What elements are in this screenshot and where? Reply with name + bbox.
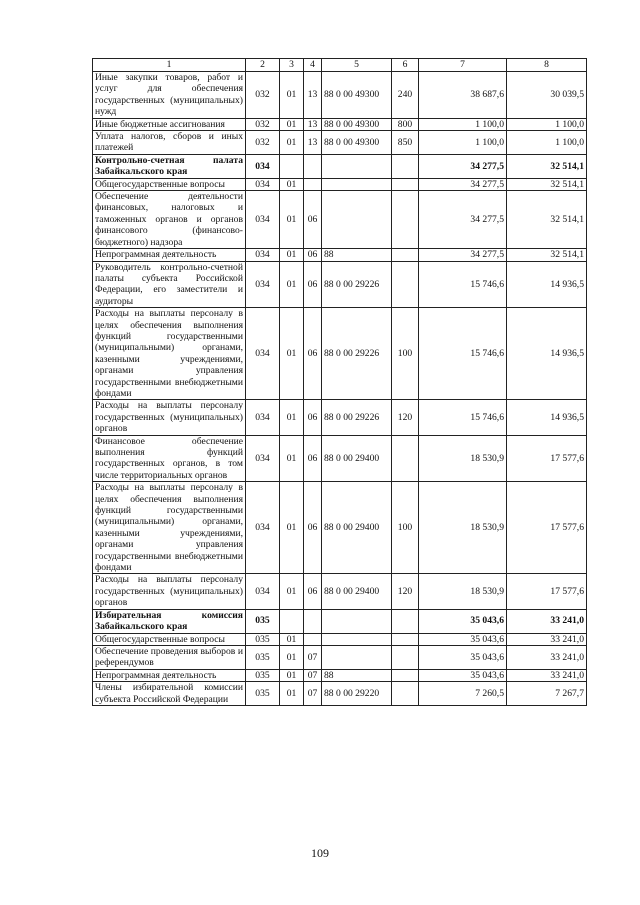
- subsection-code-cell: 07: [304, 669, 322, 681]
- amount-cell-1: 1 100,0: [419, 118, 507, 130]
- expense-type-cell: [392, 633, 419, 645]
- target-article-cell: 88 0 00 29400: [322, 482, 392, 574]
- expense-type-cell: 240: [392, 72, 419, 119]
- target-article-cell: [322, 154, 392, 178]
- ved-code-cell: 034: [246, 400, 280, 435]
- row-name-cell: Обеспечение деятельности финансовых, налоговых и таможенных органов и органов финансового (финансово-бюджетного) надзора: [93, 191, 246, 249]
- expense-type-cell: [392, 154, 419, 178]
- amount-cell-2: 32 514,1: [507, 178, 587, 190]
- ved-code-cell: 034: [246, 308, 280, 400]
- amount-cell-1: 34 277,5: [419, 154, 507, 178]
- target-article-cell: 88 0 00 29220: [322, 682, 392, 706]
- amount-cell-2: 7 267,7: [507, 682, 587, 706]
- ved-code-cell: 034: [246, 261, 280, 308]
- amount-cell-1: 18 530,9: [419, 574, 507, 609]
- amount-cell-1: 35 043,6: [419, 609, 507, 633]
- table-row: [93, 574, 587, 609]
- ved-code-cell: 034: [246, 154, 280, 178]
- amount-cell-2: 17 577,6: [507, 574, 587, 609]
- amount-cell-1: 35 043,6: [419, 645, 507, 669]
- amount-cell-1: 18 530,9: [419, 482, 507, 574]
- table-row: [93, 178, 587, 190]
- col-header: 5: [322, 59, 392, 72]
- subsection-code-cell: 06: [304, 574, 322, 609]
- budget-table: [92, 58, 587, 706]
- target-article-cell: 88 0 00 49300: [322, 131, 392, 155]
- target-article-cell: [322, 645, 392, 669]
- col-header: 6: [392, 59, 419, 72]
- target-article-cell: 88 0 00 29400: [322, 574, 392, 609]
- subsection-code-cell: 06: [304, 400, 322, 435]
- col-header: 3: [280, 59, 304, 72]
- amount-cell-2: 14 936,5: [507, 261, 587, 308]
- row-name-cell: Общегосударственные вопросы: [93, 633, 246, 645]
- section-code-cell: [280, 609, 304, 633]
- section-code-cell: 01: [280, 131, 304, 155]
- subsection-code-cell: [304, 609, 322, 633]
- target-article-cell: 88 0 00 29400: [322, 435, 392, 482]
- expense-type-cell: 100: [392, 482, 419, 574]
- table-row: [93, 609, 587, 633]
- target-article-cell: [322, 178, 392, 190]
- target-article-cell: 88 0 00 49300: [322, 118, 392, 130]
- section-code-cell: 01: [280, 72, 304, 119]
- row-name-cell: Руководитель контрольно-счетной палаты субъекта Российской Федерации, его заместители и аудиторы: [93, 261, 246, 308]
- amount-cell-2: 33 241,0: [507, 645, 587, 669]
- target-article-cell: 88: [322, 669, 392, 681]
- amount-cell-2: 17 577,6: [507, 482, 587, 574]
- col-header: 2: [246, 59, 280, 72]
- ved-code-cell: 032: [246, 131, 280, 155]
- target-article-cell: 88: [322, 249, 392, 261]
- target-article-cell: 88 0 00 29226: [322, 261, 392, 308]
- section-code-cell: 01: [280, 482, 304, 574]
- row-name-cell: Члены избирательной комиссии субъекта Российской Федерации: [93, 682, 246, 706]
- table-row: [93, 633, 587, 645]
- ved-code-cell: 034: [246, 574, 280, 609]
- subsection-code-cell: 06: [304, 191, 322, 249]
- amount-cell-1: 35 043,6: [419, 633, 507, 645]
- amount-cell-2: 32 514,1: [507, 154, 587, 178]
- subsection-code-cell: 06: [304, 435, 322, 482]
- table-row: [93, 261, 587, 308]
- target-article-cell: 88 0 00 29226: [322, 400, 392, 435]
- subsection-code-cell: 06: [304, 482, 322, 574]
- subsection-code-cell: 13: [304, 131, 322, 155]
- amount-cell-2: 14 936,5: [507, 400, 587, 435]
- target-article-cell: [322, 633, 392, 645]
- target-article-cell: [322, 609, 392, 633]
- table-row: [93, 72, 587, 119]
- amount-cell-1: 35 043,6: [419, 669, 507, 681]
- table-row: [93, 482, 587, 574]
- section-code-cell: 01: [280, 178, 304, 190]
- amount-cell-2: 33 241,0: [507, 633, 587, 645]
- col-header: 1: [93, 59, 246, 72]
- table-row: [93, 669, 587, 681]
- target-article-cell: 88 0 00 49300: [322, 72, 392, 119]
- row-name-cell: Непрограммная деятельность: [93, 249, 246, 261]
- table-row: [93, 435, 587, 482]
- page-number: 109: [311, 846, 329, 860]
- col-header: 7: [419, 59, 507, 72]
- section-code-cell: 01: [280, 633, 304, 645]
- table-row: [93, 131, 587, 155]
- amount-cell-2: 30 039,5: [507, 72, 587, 119]
- expense-type-cell: [392, 249, 419, 261]
- ved-code-cell: 034: [246, 249, 280, 261]
- amount-cell-1: 15 746,6: [419, 400, 507, 435]
- table-row: [93, 645, 587, 669]
- section-code-cell: 01: [280, 645, 304, 669]
- section-code-cell: 01: [280, 400, 304, 435]
- table-row: [93, 191, 587, 249]
- section-code-cell: 01: [280, 191, 304, 249]
- row-name-cell: Контрольно-счетная палата Забайкальского края: [93, 154, 246, 178]
- ved-code-cell: 034: [246, 191, 280, 249]
- ved-code-cell: 035: [246, 669, 280, 681]
- row-name-cell: Уплата налогов, сборов и иных платежей: [93, 131, 246, 155]
- section-code-cell: 01: [280, 669, 304, 681]
- row-name-cell: Иные закупки товаров, работ и услуг для обеспечения государственных (муниципальных) нужд: [93, 72, 246, 119]
- ved-code-cell: 032: [246, 118, 280, 130]
- row-name-cell: Расходы на выплаты персоналу в целях обеспечения выполнения функций государственными (муниципальными) органами, казенными учреждениями, органами управления государственными внебюджетными фондами: [93, 482, 246, 574]
- header-row: [93, 59, 587, 72]
- subsection-code-cell: [304, 633, 322, 645]
- table-row: [93, 682, 587, 706]
- amount-cell-2: 1 100,0: [507, 118, 587, 130]
- subsection-code-cell: 06: [304, 261, 322, 308]
- subsection-code-cell: 06: [304, 308, 322, 400]
- section-code-cell: 01: [280, 308, 304, 400]
- section-code-cell: 01: [280, 574, 304, 609]
- expense-type-cell: 850: [392, 131, 419, 155]
- row-name-cell: Расходы на выплаты персоналу государственных (муниципальных) органов: [93, 574, 246, 609]
- row-name-cell: Непрограммная деятельность: [93, 669, 246, 681]
- amount-cell-2: 33 241,0: [507, 669, 587, 681]
- ved-code-cell: 035: [246, 645, 280, 669]
- amount-cell-1: 15 746,6: [419, 261, 507, 308]
- row-name-cell: Общегосударственные вопросы: [93, 178, 246, 190]
- target-article-cell: [322, 191, 392, 249]
- row-name-cell: Избирательная комиссия Забайкальского края: [93, 609, 246, 633]
- table-row: [93, 154, 587, 178]
- amount-cell-2: 32 514,1: [507, 191, 587, 249]
- row-name-cell: Расходы на выплаты персоналу в целях обеспечения выполнения функций государственными (муниципальными) органами, казенными учреждениями, органами управления государственными внебюджетными фондами: [93, 308, 246, 400]
- amount-cell-2: 14 936,5: [507, 308, 587, 400]
- subsection-code-cell: 07: [304, 682, 322, 706]
- expense-type-cell: 120: [392, 574, 419, 609]
- amount-cell-1: 15 746,6: [419, 308, 507, 400]
- row-name-cell: Расходы на выплаты персоналу государственных (муниципальных) органов: [93, 400, 246, 435]
- amount-cell-2: 33 241,0: [507, 609, 587, 633]
- amount-cell-1: 34 277,5: [419, 178, 507, 190]
- row-name-cell: Обеспечение проведения выборов и референдумов: [93, 645, 246, 669]
- section-code-cell: [280, 154, 304, 178]
- amount-cell-1: 34 277,5: [419, 191, 507, 249]
- section-code-cell: 01: [280, 118, 304, 130]
- expense-type-cell: 800: [392, 118, 419, 130]
- amount-cell-1: 34 277,5: [419, 249, 507, 261]
- ved-code-cell: 034: [246, 178, 280, 190]
- section-code-cell: 01: [280, 249, 304, 261]
- subsection-code-cell: 06: [304, 249, 322, 261]
- expense-type-cell: [392, 191, 419, 249]
- expense-type-cell: [392, 178, 419, 190]
- ved-code-cell: 034: [246, 482, 280, 574]
- section-code-cell: 01: [280, 261, 304, 308]
- subsection-code-cell: 13: [304, 118, 322, 130]
- section-code-cell: 01: [280, 682, 304, 706]
- expense-type-cell: 120: [392, 400, 419, 435]
- table-row: [93, 249, 587, 261]
- ved-code-cell: 035: [246, 633, 280, 645]
- row-name-cell: Иные бюджетные ассигнования: [93, 118, 246, 130]
- expense-type-cell: [392, 261, 419, 308]
- amount-cell-1: 7 260,5: [419, 682, 507, 706]
- amount-cell-1: 1 100,0: [419, 131, 507, 155]
- expense-type-cell: [392, 609, 419, 633]
- ved-code-cell: 032: [246, 72, 280, 119]
- amount-cell-2: 32 514,1: [507, 249, 587, 261]
- ved-code-cell: 035: [246, 682, 280, 706]
- row-name-cell: Финансовое обеспечение выполнения функций государственных органов, в том числе территориальных органов: [93, 435, 246, 482]
- table-row: [93, 308, 587, 400]
- table-row: [93, 400, 587, 435]
- expense-type-cell: [392, 645, 419, 669]
- section-code-cell: 01: [280, 435, 304, 482]
- table-row: [93, 118, 587, 130]
- subsection-code-cell: 13: [304, 72, 322, 119]
- expense-type-cell: [392, 435, 419, 482]
- amount-cell-1: 38 687,6: [419, 72, 507, 119]
- subsection-code-cell: [304, 154, 322, 178]
- col-header: 4: [304, 59, 322, 72]
- ved-code-cell: 035: [246, 609, 280, 633]
- amount-cell-2: 1 100,0: [507, 131, 587, 155]
- subsection-code-cell: [304, 178, 322, 190]
- col-header: 8: [507, 59, 587, 72]
- subsection-code-cell: 07: [304, 645, 322, 669]
- expense-type-cell: [392, 682, 419, 706]
- amount-cell-2: 17 577,6: [507, 435, 587, 482]
- target-article-cell: 88 0 00 29226: [322, 308, 392, 400]
- expense-type-cell: [392, 669, 419, 681]
- expense-type-cell: 100: [392, 308, 419, 400]
- amount-cell-1: 18 530,9: [419, 435, 507, 482]
- ved-code-cell: 034: [246, 435, 280, 482]
